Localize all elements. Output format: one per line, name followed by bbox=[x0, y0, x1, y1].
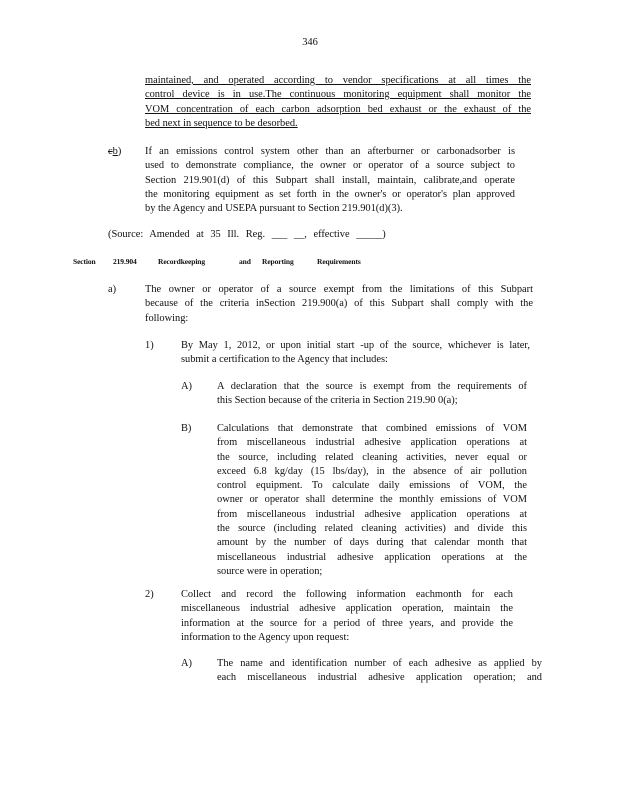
text-line: this Section because of the criteria in Section 219.90 0(a); bbox=[217, 395, 458, 407]
text-line: from miscellaneous industrial adhesive application operations at bbox=[217, 437, 527, 449]
text-line: If an emissions control system other than an afterburner or carbonadsorber is bbox=[145, 146, 515, 157]
inserted-label: b bbox=[112, 146, 118, 157]
section-heading-title: Requirements bbox=[317, 257, 361, 266]
text-line: By May 1, 2012, or upon initial start -up of the source, whichever is later, bbox=[181, 340, 530, 351]
page-number: 346 bbox=[302, 37, 318, 48]
paragraph-label-c bbox=[108, 145, 121, 159]
paragraph-label-1: 1) bbox=[145, 340, 154, 351]
text-line: each miscellaneous industrial adhesive application operation; and bbox=[217, 672, 542, 684]
label-paren: ) bbox=[117, 146, 122, 157]
text-line: control device is in use.The continuous monitoring equipment shall monitor the bbox=[145, 89, 531, 101]
paragraph-c-body bbox=[145, 145, 515, 216]
paragraph-label-1B: B) bbox=[181, 423, 192, 434]
paragraph-2-body bbox=[181, 588, 513, 645]
text-line: the source (including related cleaning activities) and divide this bbox=[217, 523, 527, 535]
text-line: used to demonstrate compliance, the owner or operator of a source subject to bbox=[145, 160, 515, 172]
text-line: the source, including related cleaning activities, never equal or bbox=[217, 451, 527, 463]
text-line: maintained, and operated according to vendor specifications at all times the bbox=[145, 75, 531, 86]
text-line: Section 219.901(d) of this Subpart shall install, maintain, calibrate,and operate bbox=[145, 174, 515, 186]
source-note-blank: ___ __ bbox=[271, 229, 305, 240]
section-heading-title: Reporting bbox=[262, 257, 294, 266]
paragraph-label-1A: A) bbox=[181, 381, 192, 392]
text-line: The name and identification number of each adhesive as applied by bbox=[217, 658, 542, 669]
inserted-text-block bbox=[145, 74, 531, 131]
section-heading-number: 219.904 bbox=[113, 257, 137, 266]
text-line: following: bbox=[145, 312, 189, 324]
text-line: the monitoring equipment as set forth in the owner's or operator's plan approved bbox=[145, 188, 515, 200]
paragraph-1B-body bbox=[217, 422, 527, 579]
text-line: Calculations that demonstrate that combined emissions of VOM bbox=[217, 423, 527, 434]
text-line: miscellaneous industrial adhesive application operation, maintain the bbox=[181, 603, 513, 615]
text-line: exceed 6.8 kg/day (15 lbs/day), in the absence of air pollution bbox=[217, 465, 527, 477]
text-line: control equipment. To calculate daily emissions of VOM, the bbox=[217, 480, 527, 492]
source-note-text: , effective bbox=[304, 229, 350, 240]
paragraph-label-a: a) bbox=[108, 284, 117, 295]
paragraph-1A-body bbox=[217, 380, 527, 409]
text-line: amount by the number of days during that calendar month that bbox=[217, 537, 527, 549]
text-line: bed next in sequence to be desorbed. bbox=[145, 117, 298, 129]
paragraph-2A-body bbox=[217, 657, 542, 686]
text-line: owner or operator shall determine the monthly emissions of VOM bbox=[217, 494, 527, 506]
paragraph-label-2: 2) bbox=[145, 589, 154, 600]
source-note bbox=[108, 228, 386, 242]
source-note-blank: _____ bbox=[356, 229, 383, 240]
source-note-text: (Source: Amended at 35 Ill. Reg. bbox=[108, 229, 266, 240]
source-note-text: ) bbox=[382, 229, 386, 240]
text-line: submit a certification to the Agency that includes: bbox=[181, 354, 388, 366]
text-line: The owner or operator of a source exempt from the limitations of this Subpart bbox=[145, 284, 533, 295]
paragraph-a-body bbox=[145, 283, 533, 326]
text-line: A declaration that the source is exempt from the requirements of bbox=[217, 381, 527, 392]
paragraph-label-2A: A) bbox=[181, 658, 192, 669]
text-line: because of the criteria inSection 219.900(a) of this Subpart shall comply with the bbox=[145, 298, 533, 310]
section-heading-title: and bbox=[239, 257, 251, 266]
text-line: VOM concentration of each carbon adsorption bed exhaust or the exhaust of the bbox=[145, 103, 531, 115]
text-line: source were in operation; bbox=[217, 565, 323, 577]
struck-label: c bbox=[108, 146, 113, 157]
text-line: from miscellaneous industrial adhesive application operations at bbox=[217, 508, 527, 520]
section-heading-title: Recordkeeping bbox=[158, 257, 206, 266]
text-line: information to the Agency upon request: bbox=[181, 631, 350, 643]
text-line: Collect and record the following information eachmonth for each bbox=[181, 589, 513, 600]
text-line: miscellaneous industrial adhesive application operations at the bbox=[217, 551, 527, 563]
paragraph-1-body bbox=[181, 339, 530, 368]
text-line: by the Agency and USEPA pursuant to Section 219.901(d)(3). bbox=[145, 203, 403, 215]
text-line: information at the source for a period of three years, and provide the bbox=[181, 617, 513, 629]
section-heading-word: Section bbox=[73, 257, 96, 266]
